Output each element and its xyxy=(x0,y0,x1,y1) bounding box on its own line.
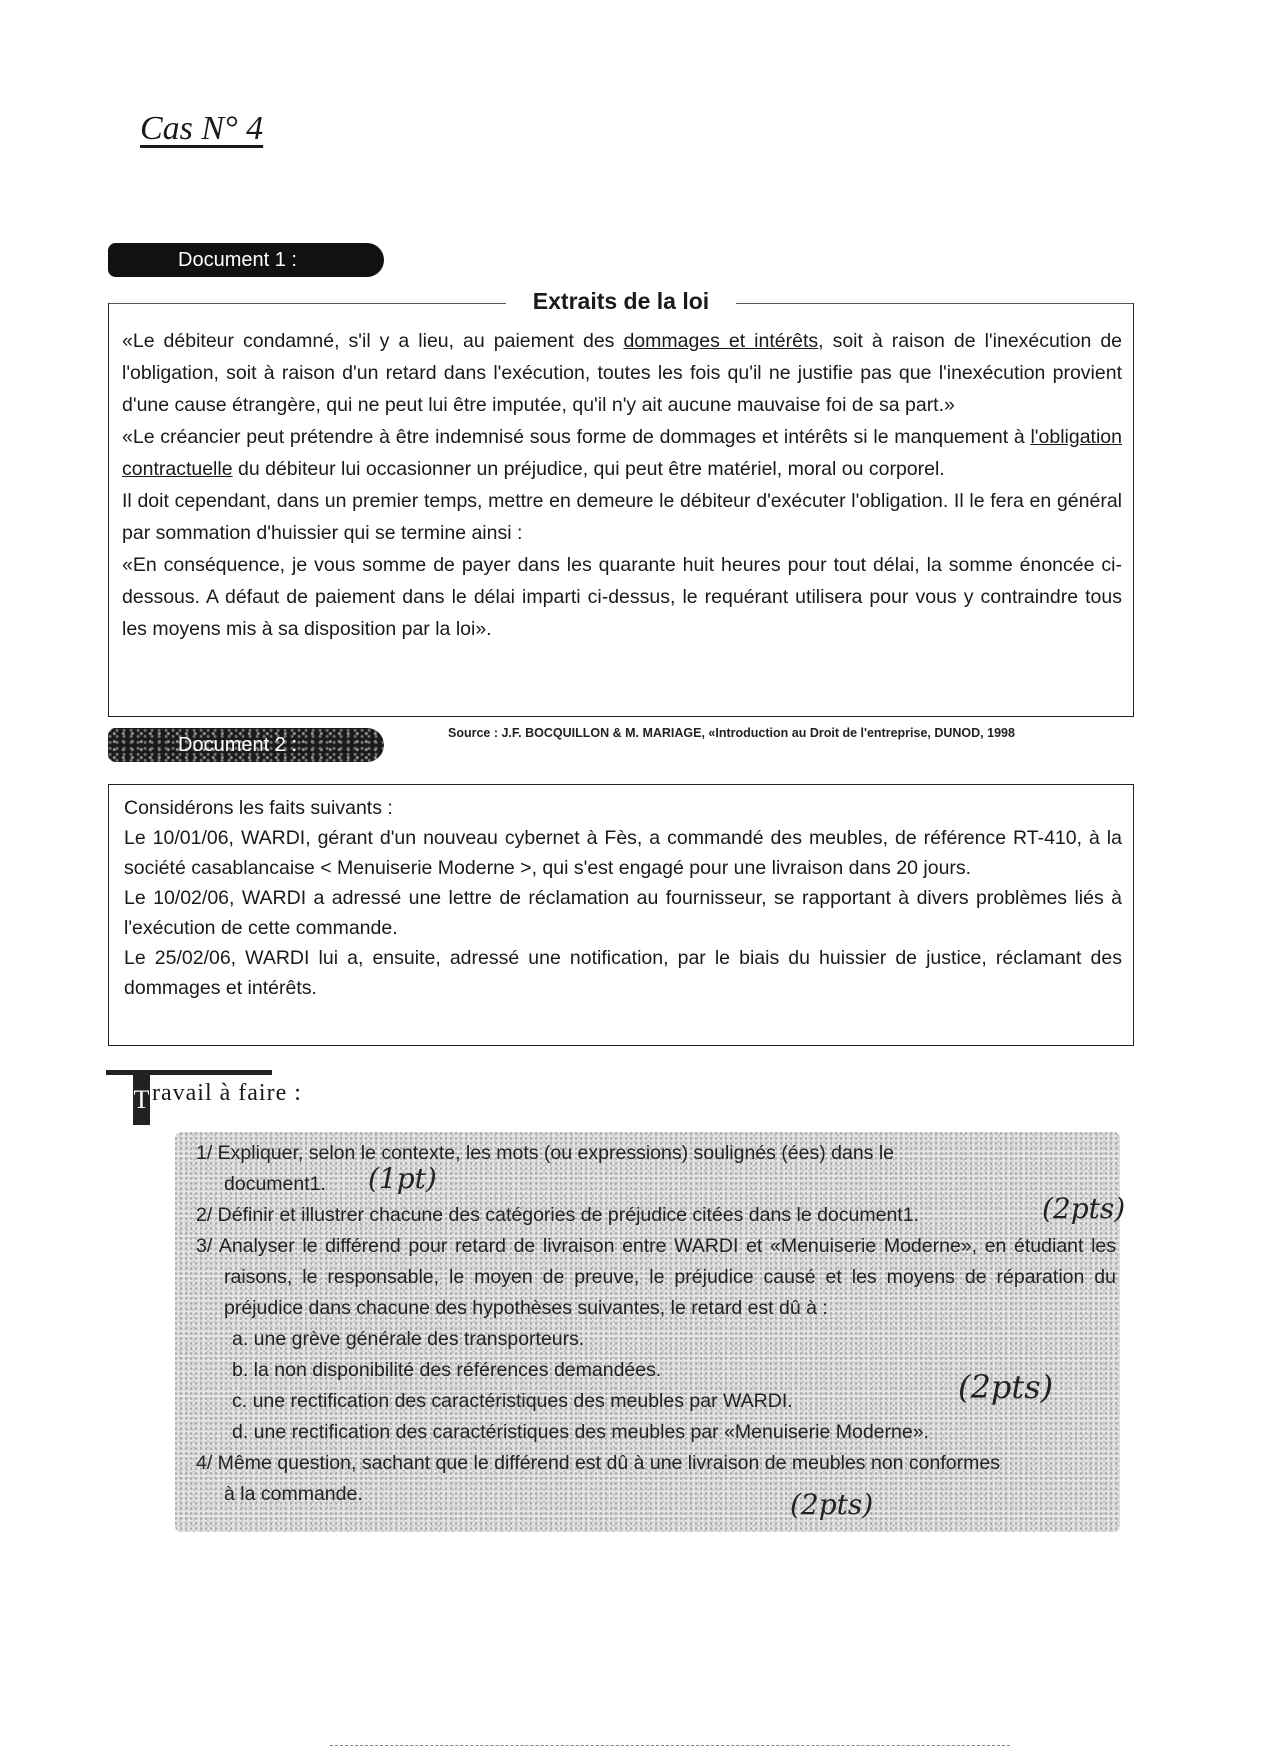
document1-paragraph-3: Il doit cependant, dans un premier temps, mettre en demeure le débiteur d'exécuter l'obligation. Il le fera en général par sommation d'huissier qui se termine ainsi : xyxy=(122,490,1122,544)
document2-body xyxy=(124,793,1122,1003)
document2-tab xyxy=(108,728,384,762)
underlined-term-dommages-interets: dommages et intérêts xyxy=(623,330,819,352)
document1-paragraph-2: «Le créancier peut prétendre à être indemnisé sous forme de dommages et intérêts si le manquement à l'obligation contractuelle du débiteur lui occasionner un préjudice, qui peut être matériel, moral ou corporel. xyxy=(122,426,1122,480)
task-3-b: b. la non disponibilité des références demandées. xyxy=(232,1359,662,1381)
task-3: 3/ Analyser le différend pour retard de livraison entre WARDI et «Menuiserie Moderne», en étudiant les raisons, le responsable, le moyen de preuve, le préjudice causé et les moyens de réparation du préjudice dans chacune des hypothèses suivantes, le retard est dû à : xyxy=(196,1235,1116,1319)
document1-paragraph-4: «En conséquence, je vous somme de payer dans les quarante huit heures pour tout délai, la somme énoncée ci-dessous. A défaut de paiement dans le délai imparti ci-dessus, le requérant utilisera pour vous y contraindre tous les moyens mis à sa disposition par la loi». xyxy=(122,554,1122,640)
task-3-a: a. une grève générale des transporteurs. xyxy=(232,1328,585,1350)
document1-heading: Extraits de la loi xyxy=(506,288,736,315)
task-1: 1/ Expliquer, selon le contexte, les mots (ou expressions) soulignés (ées) dans le xyxy=(196,1142,895,1164)
document1-paragraph-1: «Le débiteur condamné, s'il y a lieu, au paiement des dommages et intérêts, soit à raison de l'inexécution de l'obligation, soit à raison d'un retard dans l'exécution, toutes les fois qu'il ne justifie pas que l'inexécution provient d'une cause étrangère, qui ne peut lui être imputée, qu'il n'y ait aucune mauvaise foi de sa part.» xyxy=(122,330,1123,416)
document2-paragraph-3: Le 10/02/06, WARDI a adressé une lettre de réclamation au fournisseur, se rapportant à divers problèmes liés à l'exécution de cette commande. xyxy=(124,887,1122,939)
document2-paragraph-2: Le 10/01/06, WARDI, gérant d'un nouveau cybernet à Fès, a commandé des meubles, de référence RT-410, à la société casablancaise < Menuiserie Moderne >, qui s'est engagé pour une livraison dans 20 jours. xyxy=(124,827,1122,879)
document2-paragraph-4: Le 25/02/06, WARDI lui a, ensuite, adressé une notification, par le biais du huissier de justice, réclamant des dommages et intérêts. xyxy=(124,947,1122,999)
handwritten-grade-4: (2pts) xyxy=(790,1488,874,1521)
document1-source: Source : J.F. BOCQUILLON & M. MARIAGE, «Introduction au Droit de l'entreprise, DUNOD, 1998 xyxy=(448,726,1015,740)
document1-tab-label: Document 1 : xyxy=(178,249,297,271)
case-title: Cas N° 4 xyxy=(140,110,264,147)
document1-tab xyxy=(108,243,384,277)
travail-drop-cap: T xyxy=(133,1075,150,1125)
task-1-continuation: document1. xyxy=(224,1173,326,1195)
document2-tab-label: Document 2 : xyxy=(178,734,297,756)
handwritten-grade-3: (2pts) xyxy=(958,1368,1054,1406)
travail-title: ravail à faire : xyxy=(152,1080,302,1106)
task-3-d: d. une rectification des caractéristiques des meubles par «Menuiserie Moderne». xyxy=(232,1421,929,1443)
underlined-term-obligation-contractuelle: l'obligation contractuelle xyxy=(122,426,1122,480)
handwritten-grade-2: (2pts) xyxy=(1042,1192,1126,1225)
task-2: 2/ Définir et illustrer chacune des catégories de préjudice citées dans le document1. xyxy=(196,1204,919,1226)
handwritten-grade-1: (1pt) xyxy=(368,1162,437,1195)
task-4: 4/ Même question, sachant que le différend est dû à une livraison de meubles non conformes xyxy=(196,1452,1000,1474)
task-3-c: c. une rectification des caractéristiques des meubles par WARDI. xyxy=(232,1390,793,1412)
footer-dashed-line xyxy=(330,1745,1010,1746)
travail-header-bar xyxy=(106,1070,272,1075)
document1-body xyxy=(122,325,1122,645)
document2-paragraph-1: Considérons les faits suivants : xyxy=(124,797,393,819)
task-4-continuation: à la commande. xyxy=(224,1483,363,1505)
task-list xyxy=(196,1138,1116,1510)
